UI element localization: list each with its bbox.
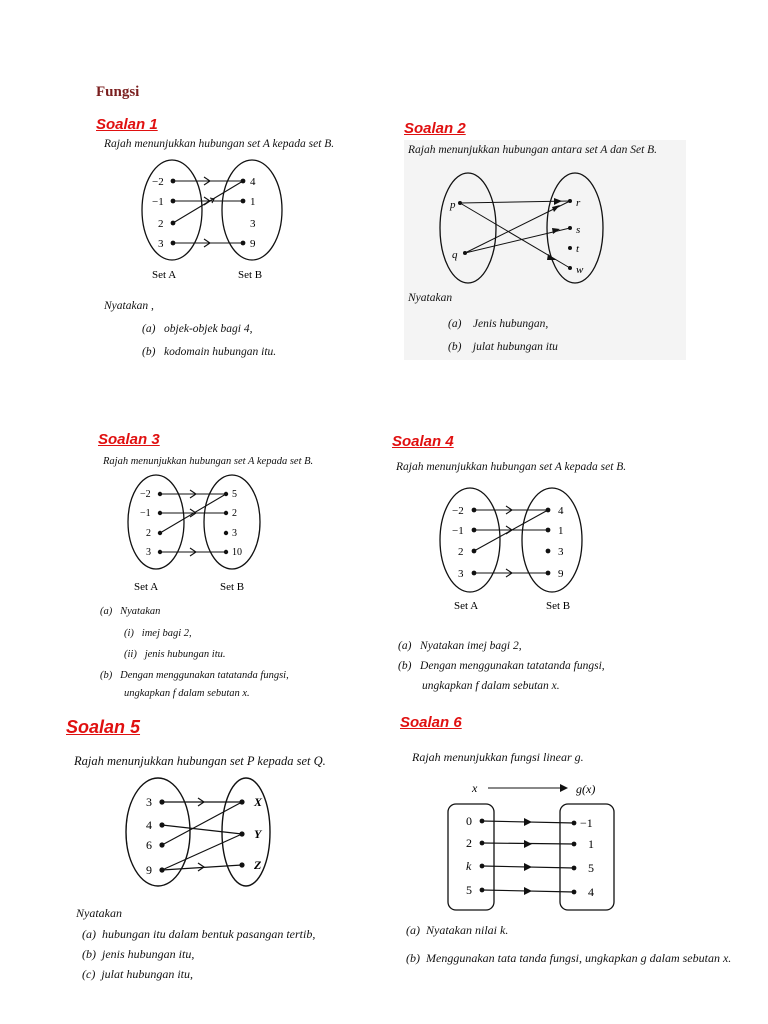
diagram-path xyxy=(524,887,532,895)
q5-p-0: 3 xyxy=(146,795,152,809)
q3-b-3: 10 xyxy=(232,547,242,558)
diagram-circle xyxy=(568,246,572,250)
q4-part-a: (a) Nyatakan imej bagi 2, xyxy=(398,640,522,652)
q3-part-b-cont: ungkapkan f dalam sebutan x. xyxy=(124,688,250,699)
diagram-circle xyxy=(546,549,551,554)
diagram-path xyxy=(560,784,568,792)
q1-a-3: 3 xyxy=(158,238,164,250)
q3-seta-label: Set A xyxy=(134,581,159,593)
q4-b-0: 4 xyxy=(558,505,564,517)
q4-a-2: 2 xyxy=(458,546,464,558)
q2-part-b: (b) julat hubungan itu xyxy=(448,341,558,353)
q4-b-1: 1 xyxy=(558,525,564,537)
q3-part-b: (b) Dengan menggunakan tatatanda fungsi, xyxy=(100,670,289,681)
q3-a-3: 3 xyxy=(146,547,151,558)
q4-arrow-diagram xyxy=(428,484,598,614)
q2-part-a: (a) Jenis hubungan, xyxy=(448,318,549,330)
q5-q-2: Z xyxy=(254,858,262,872)
q6-map-to: g(x) xyxy=(576,782,596,796)
q4-a-3: 3 xyxy=(458,568,464,580)
q1-setb-label: Set B xyxy=(238,269,263,281)
diagram-line xyxy=(162,834,242,870)
q1-prompt: Nyatakan , xyxy=(104,300,154,312)
q4-intro: Rajah menunjukkan hubungan set A kepada set B. xyxy=(396,461,627,473)
diagram-ellipse xyxy=(522,488,582,592)
q1-b-1: 1 xyxy=(250,196,256,208)
q5-q-0: X xyxy=(254,795,263,809)
q1-a-1: −1 xyxy=(152,196,164,208)
q3-arrow-diagram xyxy=(120,474,280,596)
q5-p-3: 9 xyxy=(146,863,152,877)
q6-heading: Soalan 6 xyxy=(400,714,462,731)
q6-part-b: (b) Menggunakan tata tanda fungsi, ungkapkan g dalam sebutan x. xyxy=(406,951,732,965)
q1-intro: Rajah menunjukkan hubungan set A kepada set B. xyxy=(104,138,335,150)
q3-a-2: 2 xyxy=(146,528,151,539)
q6-gx-1: 1 xyxy=(588,837,594,851)
q4-part-b: (b) Dengan menggunakan tatatanda fungsi, xyxy=(398,660,605,672)
q4-b-3: 9 xyxy=(558,568,564,580)
q4-seta-label: Set A xyxy=(454,600,479,612)
q3-part-a: (a) Nyatakan xyxy=(100,606,161,617)
q6-intro: Rajah menunjukkan fungsi linear g. xyxy=(412,750,584,764)
q1-arrow-diagram xyxy=(130,158,300,288)
q2-a-1: q xyxy=(452,249,458,261)
q3-b-0: 5 xyxy=(232,489,237,500)
q2-b-1: s xyxy=(576,224,581,236)
q2-b-3: w xyxy=(576,264,584,276)
q5-arrow-diagram xyxy=(116,776,286,896)
q5-prompt: Nyatakan xyxy=(76,906,122,920)
q1-b-0: 4 xyxy=(250,176,256,188)
page-title: Fungsi xyxy=(96,84,140,100)
q3-a-0: −2 xyxy=(140,489,151,500)
q1-a-2: 2 xyxy=(158,218,164,230)
q4-a-0: −2 xyxy=(452,505,464,517)
diagram-ellipse xyxy=(547,173,603,283)
q6-x-2: k xyxy=(466,859,472,873)
q3-a-1: −1 xyxy=(140,508,151,519)
q5-part-b: (b) jenis hubungan itu, xyxy=(82,947,195,961)
q2-a-0: p xyxy=(450,199,456,211)
q5-p-2: 6 xyxy=(146,838,152,852)
q4-part-b-cont: ungkapkan f dalam sebutan x. xyxy=(422,680,560,692)
diagram-ellipse xyxy=(440,488,500,592)
q3-setb-label: Set B xyxy=(220,581,245,593)
diagram-line xyxy=(173,181,243,223)
diagram-line xyxy=(162,825,242,834)
q5-intro: Rajah menunjukkan hubungan set P kepada set Q. xyxy=(74,754,326,768)
q6-mapping-diagram xyxy=(440,776,620,916)
diagram-path xyxy=(524,840,532,848)
q6-x-0: 0 xyxy=(466,814,472,828)
q2-arrow-diagram xyxy=(430,168,610,288)
diagram-ellipse xyxy=(126,778,190,886)
q2-heading: Soalan 2 xyxy=(404,120,466,137)
diagram-ellipse xyxy=(128,475,184,569)
q3-part-ii: (ii) jenis hubungan itu. xyxy=(124,649,226,660)
diagram-path xyxy=(524,818,532,826)
diagram-line xyxy=(162,802,242,845)
diagram-circle xyxy=(224,531,228,535)
diagram-line xyxy=(460,201,570,203)
diagram-path xyxy=(554,198,562,205)
q6-x-1: 2 xyxy=(466,836,472,850)
diagram-path xyxy=(524,863,532,871)
q6-map-from: x xyxy=(472,781,478,795)
q3-heading: Soalan 3 xyxy=(98,431,160,448)
q6-x-3: 5 xyxy=(466,883,472,897)
q1-seta-label: Set A xyxy=(152,269,177,281)
q4-heading: Soalan 4 xyxy=(392,433,454,450)
q1-b-3: 9 xyxy=(250,238,256,250)
q2-b-0: r xyxy=(576,197,581,209)
q3-b-1: 2 xyxy=(232,508,237,519)
q3-b-2: 3 xyxy=(232,528,237,539)
diagram-ellipse xyxy=(440,173,496,283)
q1-b-2: 3 xyxy=(250,218,256,230)
diagram-path xyxy=(552,205,560,212)
q5-heading: Soalan 5 xyxy=(66,717,141,737)
q6-gx-3: 4 xyxy=(588,885,594,899)
q1-heading: Soalan 1 xyxy=(96,116,158,133)
q5-part-a: (a) hubungan itu dalam bentuk pasangan tertib, xyxy=(82,927,316,941)
q6-part-a: (a) Nyatakan nilai k. xyxy=(406,923,509,937)
q1-a-0: −2 xyxy=(152,176,164,188)
q6-gx-2: 5 xyxy=(588,861,594,875)
q6-gx-0: −1 xyxy=(580,816,593,830)
q5-part-c: (c) julat hubungan itu, xyxy=(82,967,193,981)
diagram-path xyxy=(547,254,556,260)
q2-intro: Rajah menunjukkan hubungan antara set A dan Set B. xyxy=(408,144,658,156)
q5-p-1: 4 xyxy=(146,818,152,832)
q1-part-a: (a) objek-objek bagi 4, xyxy=(142,323,253,335)
q2-prompt: Nyatakan xyxy=(408,292,453,304)
q4-b-2: 3 xyxy=(558,546,564,558)
q4-a-1: −1 xyxy=(452,525,464,537)
q4-setb-label: Set B xyxy=(546,600,571,612)
q3-part-i: (i) imej bagi 2, xyxy=(124,628,192,639)
q1-part-b: (b) kodomain hubungan itu. xyxy=(142,346,277,358)
q3-intro: Rajah menunjukkan hubungan set A kepada set B. xyxy=(103,456,314,467)
q5-q-1: Y xyxy=(254,827,262,841)
q2-b-2: t xyxy=(576,243,580,255)
